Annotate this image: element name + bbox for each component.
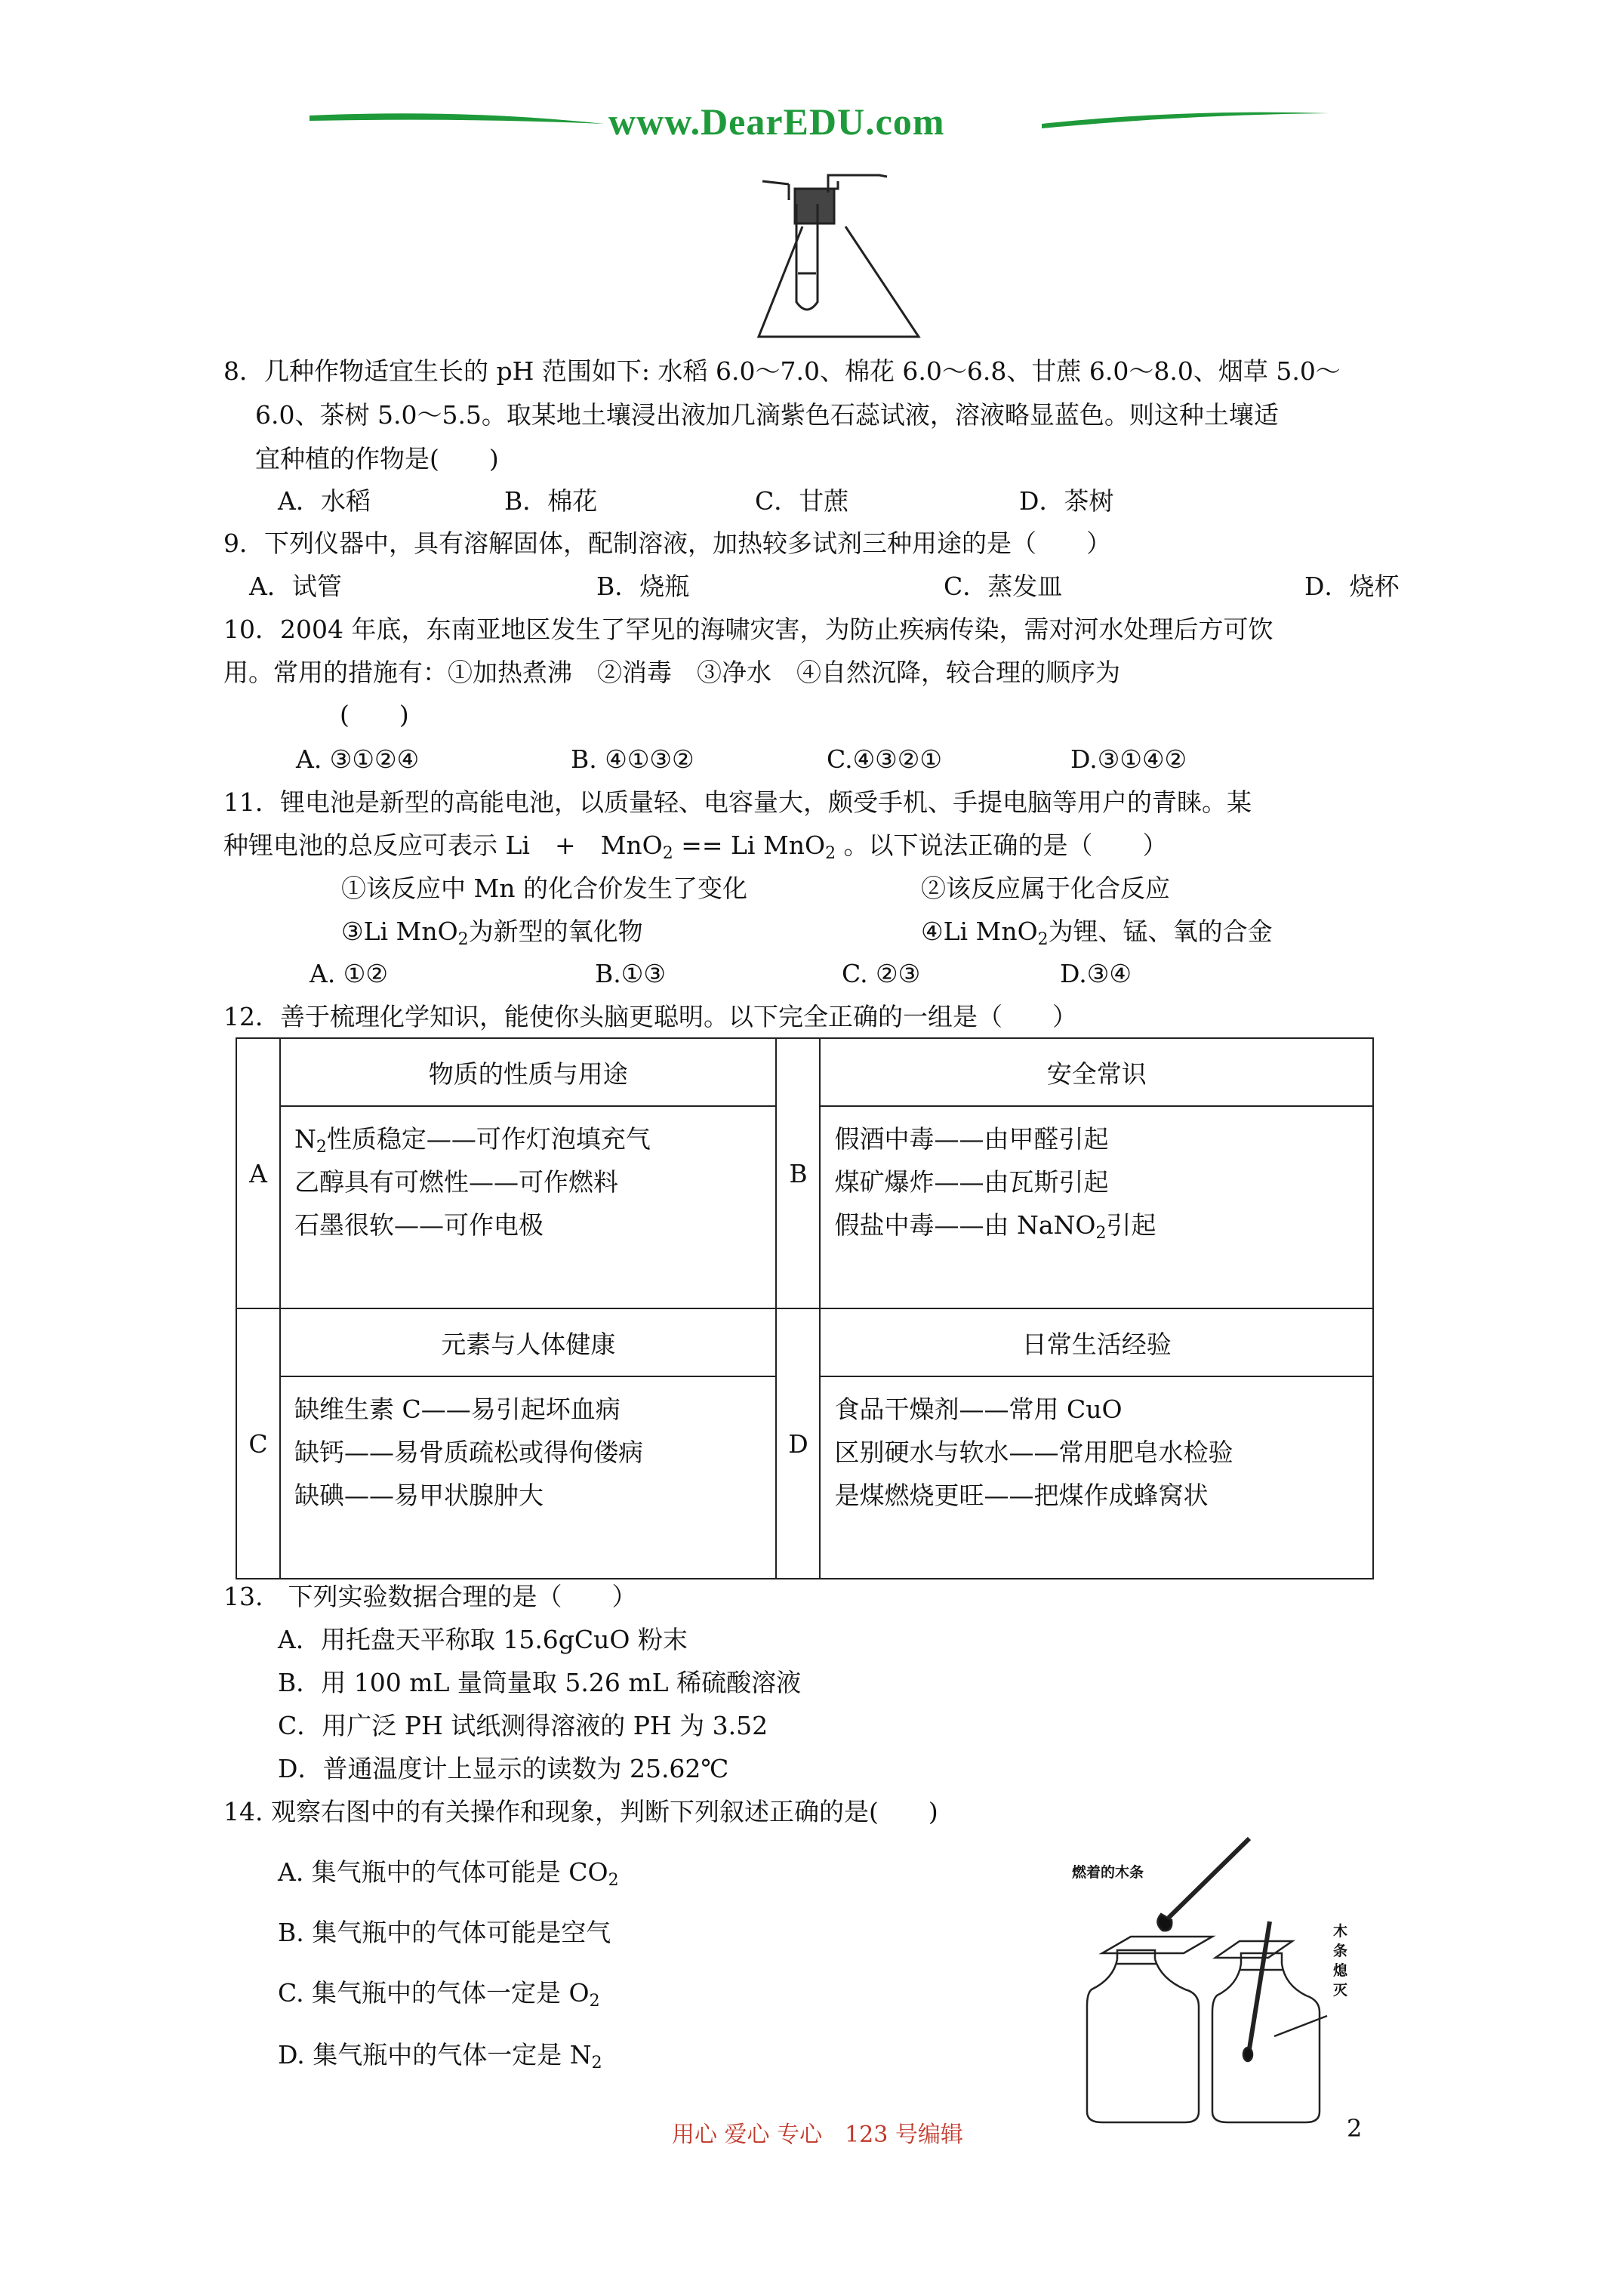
q11-s3-part2: 为新型的氧化物 (468, 917, 643, 946)
q11-s4-sub: 2 (1037, 930, 1049, 949)
q12-c-item2: 缺钙——易骨质疏松或得佝偻病 (294, 1438, 643, 1467)
q12-d-item3: 是煤燃烧更旺——把煤作成蜂窝状 (834, 1481, 1209, 1510)
q14-option-a-text: A. 集气瓶中的气体可能是 CO (278, 1857, 608, 1887)
q11-statement-3 (341, 917, 643, 947)
q14-line1: 14. 观察右图中的有关操作和现象，判断下列叙述正确的是( ) (223, 1797, 938, 1826)
q14-option-d-sub: 2 (591, 2054, 602, 2073)
q12-label-d: D (776, 1308, 820, 1579)
q12-a-item1 (294, 1117, 775, 1160)
q12-title-a: 物质的性质与用途 (280, 1038, 776, 1106)
q14-option-a (278, 1857, 619, 1888)
flask-apparatus-figure (744, 159, 932, 346)
q13-option-b: B．用 100 mL 量筒量取 5.26 mL 稀硫酸溶液 (278, 1668, 802, 1697)
q14-option-c-text: C. 集气瓶中的气体一定是 O (278, 1978, 590, 2008)
q11-line2 (223, 831, 1168, 861)
q8-option-a: A．水稻 (278, 486, 371, 516)
q11-line1: 11．锂电池是新型的高能电池，以质量轻、电容量大，颇受手机、手提电脑等用户的青睐。某 (223, 787, 1252, 817)
q11-line2-part1: 种锂电池的总反应可表示 Li + MnO (223, 831, 663, 860)
q11-statement-1: ①该反应中 Mn 的化合价发生了变化 (341, 874, 748, 903)
q11-s4-part1: ④Li MnO (921, 917, 1038, 946)
q11-s3-sub: 2 (457, 930, 469, 949)
q12-label-c: C (236, 1308, 280, 1579)
q12-a-item1-text: 性质稳定——可作灯泡填充气 (326, 1124, 651, 1154)
q10-option-d: D.③①④② (1070, 744, 1187, 774)
q12-b-item3-tail: 引起 (1106, 1210, 1156, 1240)
q12-b-item3 (834, 1203, 1372, 1247)
q11-option-a: A. ①② (310, 959, 388, 988)
q12-content-c (280, 1376, 776, 1579)
q12-title-c: 元素与人体健康 (280, 1308, 776, 1376)
q9-line1: 9．下列仪器中，具有溶解固体，配制溶液，加热较多试剂三种用途的是（ ） (223, 529, 1111, 558)
q12-content-b (820, 1106, 1373, 1308)
q12-b-item1: 假酒中毒——由甲醛引起 (834, 1124, 1109, 1154)
q14-option-d-text: D. 集气瓶中的气体一定是 N (278, 2040, 592, 2069)
q12-c-item1: 缺维生素 C——易引起坏血病 (294, 1395, 621, 1424)
q10-line1: 10．2004 年底，东南亚地区发生了罕见的海啸灾害，为防止疾病传染，需对河水处理后方可饮 (223, 615, 1273, 644)
q12-table (236, 1037, 1374, 1579)
q12-a-item1-n: N (294, 1124, 316, 1154)
q8-line3: 宜种植的作物是( ) (255, 444, 499, 473)
q12-label-b: B (776, 1038, 820, 1308)
q11-option-d: D.③④ (1060, 959, 1132, 988)
q14-option-b: B. 集气瓶中的气体可能是空气 (278, 1918, 611, 1947)
q10-option-a: A. ③①②④ (296, 744, 420, 774)
q12-title-d: 日常生活经验 (820, 1308, 1373, 1376)
q12-a-item3: 石墨很软——可作电极 (294, 1210, 544, 1240)
q14-option-c-sub: 2 (589, 1992, 600, 2011)
q12-b-item3-text: 假盐中毒——由 NaNO (834, 1210, 1096, 1240)
q14-option-d (278, 2040, 602, 2073)
q12-d-item2: 区别硬水与软水——常用肥皂水检验 (834, 1438, 1233, 1467)
q12-c-item3: 缺碘——易甲状腺肿大 (294, 1481, 544, 1510)
q11-sub-a: 2 (662, 844, 673, 863)
q11-statement-2: ②该反应属于化合反应 (921, 874, 1170, 903)
q11-option-c: C. ②③ (842, 959, 921, 988)
q14-label-burning-stick: 燃着的木条 (1072, 1864, 1144, 1881)
q10-option-b: B. ④①③② (571, 744, 694, 774)
q12-line1: 12．善于梳理化学知识，能使你头脑更聪明。以下完全正确的一组是（ ） (223, 1002, 1077, 1031)
gas-bottles-illustration (1072, 1831, 1374, 2133)
q10-option-c: C.④③②① (827, 744, 942, 774)
q14-option-a-sub: 2 (608, 1871, 619, 1890)
q9-option-c: C．蒸发皿 (944, 572, 1063, 601)
q8-option-b: B．棉花 (504, 486, 598, 516)
q13-option-d: D．普通温度计上显示的读数为 25.62℃ (278, 1754, 729, 1783)
q8-option-c: C．甘蔗 (755, 486, 849, 516)
q14-label-extinguished: 木条熄灭 (1333, 1923, 1348, 1999)
q11-statement-4 (921, 917, 1273, 947)
q12-content-d (820, 1376, 1373, 1579)
q13-line1: 13. 下列实验数据合理的是（ ） (223, 1582, 637, 1611)
q11-s4-part2: 为锂、锰、氧的合金 (1048, 917, 1273, 946)
q11-sub-b: 2 (825, 844, 836, 863)
q10-line2: 用。常用的措施有：①加热煮沸 ②消毒 ③净水 ④自然沉降，较合理的顺序为 (223, 658, 1120, 687)
q12-a-item1-sub: 2 (316, 1138, 327, 1157)
q11-line2-part3: 。以下说法正确的是（ ） (836, 831, 1168, 860)
header-banner-left (310, 104, 604, 142)
q14-option-c (278, 1978, 600, 2011)
q12-content-a (280, 1106, 776, 1308)
footer-text: 用心 爱心 专心 123 号编辑 (672, 2122, 963, 2148)
q11-option-b: B.①③ (595, 959, 666, 988)
q12-d-item1: 食品干燥剂——常用 CuO (834, 1395, 1123, 1424)
q13-option-c: C．用广泛 PH 试纸测得溶液的 PH 为 3.52 (278, 1711, 768, 1740)
q8-line2: 6.0、茶树 5.0～5.5。取某地土壤浸出液加几滴紫色石蕊试液，溶液略显蓝色。则这种土壤适 (255, 400, 1279, 430)
q11-s3-part1: ③Li MnO (341, 917, 458, 946)
q9-option-a: A．试管 (249, 572, 342, 601)
q10-line3: ( ) (340, 700, 409, 729)
q12-b-item2: 煤矿爆炸——由瓦斯引起 (834, 1167, 1109, 1197)
q12-title-b: 安全常识 (820, 1038, 1373, 1106)
q9-option-d: D．烧杯 (1304, 572, 1400, 601)
q14-figure (1072, 1831, 1374, 2133)
q9-option-b: B．烧瓶 (596, 572, 690, 601)
header-banner-right (1042, 104, 1329, 142)
page-number: 2 (1347, 2114, 1363, 2143)
q8-option-d: D．茶树 (1019, 486, 1114, 516)
q8-line1: 8．几种作物适宜生长的 pH 范围如下: 水稻 6.0～7.0、棉花 6.0～6.8、甘蔗 6.0～8.0、烟草 5.0～ (223, 356, 1341, 386)
q12-label-a: A (236, 1038, 280, 1308)
q13-option-a: A．用托盘天平称取 15.6gCuO 粉末 (278, 1625, 688, 1654)
site-logo-text[interactable]: www.DearEDU.com (608, 100, 945, 143)
q12-b-item3-sub: 2 (1095, 1224, 1107, 1243)
q12-a-item2: 乙醇具有可燃性——可作燃料 (294, 1167, 618, 1197)
q11-line2-part2: == Li MnO (673, 831, 826, 860)
